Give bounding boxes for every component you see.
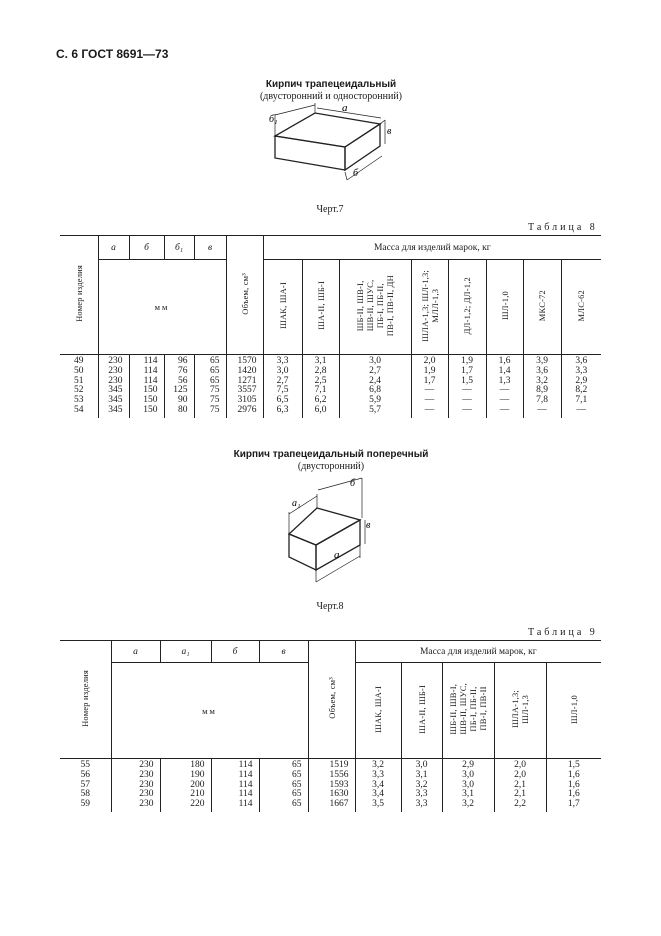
table9-cell: 3,1 <box>415 769 428 780</box>
table8-label: Таблица 8 <box>528 222 598 233</box>
table8-cell: 75 <box>210 395 220 406</box>
label8-b: б <box>350 478 356 489</box>
figure8-caption: Черт.8 <box>316 601 344 612</box>
table8-cell: 6,3 <box>276 404 289 415</box>
table8-column-6 <box>263 355 302 418</box>
table9-column-3 <box>211 759 259 812</box>
table9-cell: 3,5 <box>372 799 384 810</box>
table8-cell: 1,6 <box>498 356 511 366</box>
table8-cell: 3105 <box>237 395 257 406</box>
table8-mark-7: МЛС-62 <box>576 289 587 322</box>
brick7-front-face <box>275 136 345 170</box>
table8-cell: — <box>462 404 472 415</box>
dim7-a-line <box>317 108 381 118</box>
table8-cell: 3,9 <box>536 356 548 366</box>
table9-cell: 1,6 <box>567 779 580 790</box>
table8-dim-b1: б₁ <box>164 236 194 260</box>
table9-row-header-cell <box>60 641 111 759</box>
table8-cell: 150 <box>143 395 158 406</box>
table8-cell: 7,8 <box>536 395 548 406</box>
table8-column-11 <box>486 355 523 418</box>
table8-unit: мм <box>98 260 226 355</box>
table8-cell: 1271 <box>237 375 257 386</box>
label7-a: а <box>342 102 348 114</box>
table8-cell: 1,7 <box>423 375 436 386</box>
table8-body <box>60 355 601 418</box>
table9-cell: 2,1 <box>514 779 526 790</box>
table8-cell: 6,2 <box>314 395 327 406</box>
table8-cell: 6,0 <box>314 404 327 415</box>
table9-cell: 65 <box>292 799 302 810</box>
table9-cell: 3,2 <box>462 799 474 810</box>
table8-cell: 3557 <box>237 385 257 396</box>
table9-cell: 2,0 <box>514 760 526 770</box>
table8-mark-6: МКС-72 <box>537 289 547 322</box>
table8-cell: 96 <box>178 356 188 366</box>
table8-cell: 1,9 <box>423 365 436 376</box>
table9-cell: 57 <box>80 779 90 790</box>
table9-column-10 <box>546 759 601 812</box>
table9-cell: 3,3 <box>415 789 428 800</box>
table8-cell: 1,3 <box>498 375 511 386</box>
table9-dim-b: б <box>211 641 259 663</box>
table8-cell: 7,1 <box>575 395 588 406</box>
table9-cell: 65 <box>292 769 302 780</box>
table8-cell: 3,3 <box>575 365 588 376</box>
figure7-brick-drawing <box>255 100 405 200</box>
table9-cell: 230 <box>139 769 154 780</box>
table9-cell: 114 <box>238 799 253 810</box>
table8-cell: 3,6 <box>536 365 548 376</box>
table8-cell: — <box>424 404 435 415</box>
table9-cell: 3,1 <box>462 789 474 800</box>
table8-mark-4: ДЛ-1,2; ДЛ-1,2 <box>462 276 472 335</box>
dim8-b-line <box>318 478 362 490</box>
table9-cell: 1556 <box>329 769 349 780</box>
table8-column-12 <box>523 355 561 418</box>
table9-column-2 <box>160 759 211 812</box>
table8-cell: 8,9 <box>536 385 548 396</box>
table8-cell: 2,9 <box>575 375 588 386</box>
table9-mark-2: ШБ-II, ШВ-I, ШВ-II, ШУС, ПБ-I, ПБ-II, ПВ-I, ПВ-II <box>448 683 488 735</box>
table8-cell: 2,7 <box>369 365 381 376</box>
table9-cell: 114 <box>238 789 253 800</box>
table9-mark-3: ШЛА-1,3; ШЛ-1,3 <box>510 690 530 728</box>
table9-cell: 200 <box>190 779 205 790</box>
table8-dim-v: в <box>194 236 226 260</box>
brick7-top-face <box>275 113 380 147</box>
table8-mark-5: ШЛ-1,0 <box>499 291 510 320</box>
table9-cell: 1630 <box>329 789 349 800</box>
page-header: С. 6 ГОСТ 8691—73 <box>56 47 169 61</box>
table8-cell: 2,5 <box>314 375 327 386</box>
table8-cell: 2,4 <box>369 375 381 386</box>
table9-cell: 1,6 <box>567 789 580 800</box>
brick8-side-face <box>316 520 360 570</box>
table8-cell: 230 <box>108 365 123 376</box>
table9-cell: 1519 <box>329 760 349 770</box>
table9-cell: 2,1 <box>514 789 526 800</box>
table8-cell: 6,5 <box>276 395 289 406</box>
table9-cell: 3,3 <box>372 769 384 780</box>
table9-cell: 3,2 <box>415 779 428 790</box>
table9-cell: 65 <box>292 760 302 770</box>
table9-cell: 3,3 <box>415 799 428 810</box>
table9-mark-4: ШЛ-1,0 <box>568 694 579 724</box>
table9-mark-1: ША-II, ШБ-I <box>416 684 427 734</box>
table9-cell: 59 <box>80 799 90 810</box>
table9-cell: 1667 <box>329 799 349 810</box>
figure8-subtitle: (двусторонний) <box>297 461 365 472</box>
table8-cell: 50 <box>74 365 84 376</box>
table8-cell: 345 <box>108 395 123 406</box>
table9-dim-a: а <box>111 641 160 663</box>
table9-volume-header-cell <box>308 641 355 759</box>
figure8-title-block <box>190 449 472 473</box>
table8-cell: 3,0 <box>276 365 289 376</box>
table8-cell: 65 <box>210 375 220 386</box>
table8-cell: 125 <box>173 385 188 396</box>
table8-cell: 2,0 <box>423 356 436 366</box>
table8-cell: 7,5 <box>276 385 289 396</box>
table8-cell: 114 <box>143 365 158 376</box>
table8-mark-1: ША-II, ШБ-I <box>315 281 326 330</box>
table9-cell: 3,0 <box>415 760 428 770</box>
figure8-brick-drawing <box>272 472 382 597</box>
table8-dim-b: б <box>129 236 164 260</box>
table8-dim-a: а <box>98 236 129 260</box>
table8-cell: 3,0 <box>369 356 381 366</box>
table8-mark-0: ШАК, ША-I <box>277 282 288 329</box>
table8-cell: 150 <box>143 385 158 396</box>
table8-cell: 52 <box>74 385 84 396</box>
table8-cell: 90 <box>178 395 188 406</box>
table9-cell: 230 <box>139 779 154 790</box>
brick7-side-face <box>345 124 380 170</box>
label7-b: б <box>353 168 359 179</box>
table9-cell: 180 <box>190 760 205 770</box>
table9-dim-a1: а₁ <box>160 641 211 663</box>
table8-mass-header: Масса для изделий марок, кг <box>263 236 601 260</box>
table8-cell: 49 <box>74 356 84 366</box>
table8-row-header-cell <box>60 236 98 355</box>
table9-cell: 210 <box>190 789 205 800</box>
table9-cell: 1593 <box>329 779 349 790</box>
table8-cell: 3,2 <box>536 375 548 386</box>
table8-cell: 1,7 <box>461 365 473 376</box>
table8-cell: 56 <box>178 375 188 386</box>
table8-cell: 3,6 <box>575 356 588 366</box>
table8-cell: 53 <box>74 395 84 406</box>
table8-cell: 1570 <box>237 356 257 366</box>
table9-row-header: Номер изделия <box>80 669 91 727</box>
label8-a: а <box>334 549 340 561</box>
table8-column-8 <box>339 355 411 418</box>
table8-cell: 8,2 <box>575 385 588 396</box>
table8-cell: 65 <box>210 356 220 366</box>
table9-column-7 <box>401 759 442 812</box>
table9-mass-header: Масса для изделий марок, кг <box>355 641 601 663</box>
table9-cell: 2,9 <box>462 760 474 770</box>
table8-cell: 65 <box>210 365 220 376</box>
table8-column-3 <box>164 355 194 418</box>
table8-cell: 345 <box>108 385 123 396</box>
table9-cell: 230 <box>139 789 154 800</box>
table8-mark-3: ШЛА-1,3; ШЛ-1,3; МЛЛ-1,3 <box>419 269 440 342</box>
table8-cell: 75 <box>210 404 220 415</box>
dim7-b1-line <box>275 105 315 115</box>
table8-cell: — <box>499 404 510 415</box>
table8-cell: 7,1 <box>314 385 327 396</box>
table8-cell: 3,1 <box>314 356 327 366</box>
table8-cell: 345 <box>108 404 123 415</box>
figure7-caption: Черт.7 <box>316 204 344 215</box>
table8-cell: — <box>537 404 547 415</box>
table8-cell: 75 <box>210 385 220 396</box>
table8-cell: 5,7 <box>369 404 381 415</box>
table8-column-5 <box>226 355 263 418</box>
table9-cell: 3,0 <box>462 779 474 790</box>
table9-unit: мм <box>111 663 308 759</box>
table9-column-9 <box>494 759 546 812</box>
table9-cell: 1,5 <box>567 760 580 770</box>
table8-cell: 2976 <box>237 404 257 415</box>
table8-cell: 114 <box>143 356 158 366</box>
table8-cell: — <box>424 395 435 406</box>
table8-cell: — <box>576 404 587 415</box>
table9-cell: 58 <box>80 789 90 800</box>
table8-cell: — <box>424 385 435 396</box>
table8-cell: 230 <box>108 375 123 386</box>
figure7-subtitle: (двусторонний и односторонний) <box>259 91 403 102</box>
label7-v: в <box>387 126 392 137</box>
table8 <box>60 235 601 418</box>
table8-cell: 150 <box>143 404 158 415</box>
table9-cell: 114 <box>238 779 253 790</box>
table8-column-10 <box>448 355 486 418</box>
table8-column-2 <box>129 355 164 418</box>
table8-column-13 <box>561 355 601 418</box>
table8-column-1 <box>98 355 129 418</box>
table9 <box>60 640 601 812</box>
table8-cell: 3,3 <box>276 356 289 366</box>
table9-cell: 190 <box>190 769 205 780</box>
figure7-title: Кирпич трапецеидальный <box>265 79 397 90</box>
table8-cell: 54 <box>74 404 84 415</box>
table8-cell: — <box>499 395 510 406</box>
table8-cell: 230 <box>108 356 123 366</box>
table8-cell: 1,4 <box>498 365 511 376</box>
table9-cell: 114 <box>238 760 253 770</box>
table8-column-0 <box>60 355 98 418</box>
table9-cell: 56 <box>80 769 90 780</box>
table8-cell: 2,8 <box>314 365 327 376</box>
table9-column-0 <box>60 759 111 812</box>
table9-cell: 3,4 <box>372 789 384 800</box>
table9-cell: 3,4 <box>372 779 384 790</box>
table9-cell: 3,0 <box>462 769 474 780</box>
table9-cell: 230 <box>139 760 154 770</box>
table9-cell: 65 <box>292 779 302 790</box>
table8-cell: 6,8 <box>369 385 381 396</box>
table9-column-5 <box>308 759 355 812</box>
table9-column-6 <box>355 759 401 812</box>
brick8-front-face <box>289 534 316 570</box>
table8-column-9 <box>411 355 448 418</box>
table9-cell: 1,6 <box>567 769 580 780</box>
table9-cell: 1,7 <box>567 799 580 810</box>
table9-cell: 220 <box>190 799 205 810</box>
table9-cell: 65 <box>292 789 302 800</box>
table8-mark-2: ШБ-II, ШВ-I, ШВ-II, ШУС, ПБ-I, ПБ-II, ПВ-I, ПВ-II, ДН <box>355 274 395 337</box>
table8-row-header: Номер изделия <box>73 265 84 322</box>
table8-cell: 1,5 <box>461 375 473 386</box>
table8-column-7 <box>302 355 339 418</box>
table8-cell: 1,9 <box>461 356 473 366</box>
label8-a1: а₁ <box>292 498 301 509</box>
table9-mark-0: ШАК, ША-I <box>373 685 383 733</box>
table9-body <box>60 759 601 812</box>
table9-column-1 <box>111 759 160 812</box>
label8-v: в <box>366 520 371 531</box>
table8-cell: 114 <box>143 375 158 386</box>
label7-b1: б₁ <box>269 114 278 125</box>
table9-cell: 2,2 <box>514 799 526 810</box>
table8-cell: 1420 <box>237 365 257 376</box>
table8-cell: — <box>462 395 472 406</box>
table9-cell: 2,0 <box>514 769 526 780</box>
figure8-title: Кирпич трапецеидальный поперечный <box>233 449 429 460</box>
table9-cell: 3,2 <box>372 760 384 770</box>
table9-volume-header: Объем, см³ <box>326 677 337 719</box>
table9-dim-v: в <box>259 641 308 663</box>
table9-cell: 230 <box>139 799 154 810</box>
table8-cell: 76 <box>178 365 188 376</box>
table8-column-4 <box>194 355 226 418</box>
table8-cell: — <box>462 385 472 396</box>
table8-cell: 80 <box>178 404 188 415</box>
table9-column-8 <box>442 759 494 812</box>
table9-column-4 <box>259 759 308 812</box>
table8-cell: 5,9 <box>369 395 381 406</box>
table8-volume-header: Объем, см³ <box>239 272 250 315</box>
table9-cell: 55 <box>80 760 90 770</box>
table8-volume-header-cell <box>226 236 263 355</box>
table9-cell: 114 <box>238 769 253 780</box>
table8-cell: 51 <box>74 375 84 386</box>
table8-cell: — <box>499 385 510 396</box>
table8-cell: 2,7 <box>276 375 289 386</box>
table9-label: Таблица 9 <box>528 627 598 638</box>
